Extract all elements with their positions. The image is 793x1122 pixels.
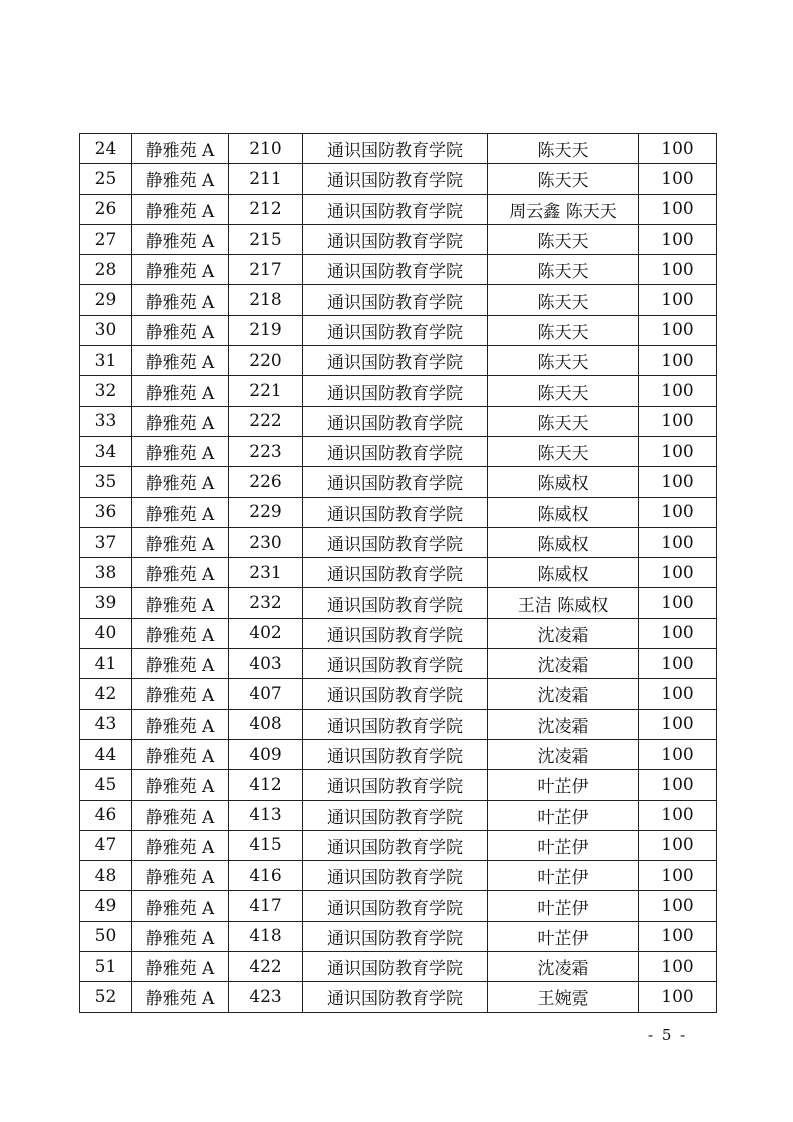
- room-number-cell: 417: [229, 891, 303, 921]
- score-cell: 100: [639, 406, 717, 436]
- college-cell: 通识国防教育学院: [303, 861, 488, 891]
- score-cell: 100: [639, 346, 717, 376]
- row-index-cell: 31: [80, 346, 132, 376]
- college-cell: 通识国防教育学院: [303, 436, 488, 466]
- room-number-cell: 403: [229, 649, 303, 679]
- college-cell: 通识国防教育学院: [303, 406, 488, 436]
- building-cell: 静雅苑 A: [132, 739, 229, 769]
- table-row: [80, 436, 717, 466]
- building-cell: 静雅苑 A: [132, 194, 229, 224]
- score-cell: 100: [639, 588, 717, 618]
- score-cell: 100: [639, 224, 717, 254]
- building-cell: 静雅苑 A: [132, 618, 229, 648]
- score-cell: 100: [639, 255, 717, 285]
- room-number-cell: 413: [229, 800, 303, 830]
- score-cell: 100: [639, 194, 717, 224]
- room-number-cell: 409: [229, 739, 303, 769]
- row-index-cell: 44: [80, 739, 132, 769]
- inspector-name-cell: 陈威权: [488, 467, 639, 497]
- score-cell: 100: [639, 164, 717, 194]
- inspector-name-cell: 陈威权: [488, 497, 639, 527]
- row-index-cell: 35: [80, 467, 132, 497]
- score-cell: 100: [639, 921, 717, 951]
- score-cell: 100: [639, 558, 717, 588]
- building-cell: 静雅苑 A: [132, 830, 229, 860]
- building-cell: 静雅苑 A: [132, 224, 229, 254]
- score-cell: 100: [639, 436, 717, 466]
- dormitory-score-table: [79, 133, 717, 1013]
- score-cell: 100: [639, 618, 717, 648]
- score-cell: 100: [639, 709, 717, 739]
- college-cell: 通识国防教育学院: [303, 679, 488, 709]
- score-cell: 100: [639, 830, 717, 860]
- inspector-name-cell: 叶芷伊: [488, 891, 639, 921]
- table-row: [80, 558, 717, 588]
- table-row: [80, 346, 717, 376]
- row-index-cell: 50: [80, 921, 132, 951]
- inspector-name-cell: 陈天天: [488, 315, 639, 345]
- college-cell: 通识国防教育学院: [303, 527, 488, 557]
- score-cell: 100: [639, 527, 717, 557]
- room-number-cell: 422: [229, 952, 303, 982]
- row-index-cell: 42: [80, 679, 132, 709]
- table-row: [80, 285, 717, 315]
- building-cell: 静雅苑 A: [132, 770, 229, 800]
- row-index-cell: 41: [80, 649, 132, 679]
- inspector-name-cell: 陈天天: [488, 436, 639, 466]
- table-row: [80, 376, 717, 406]
- building-cell: 静雅苑 A: [132, 861, 229, 891]
- college-cell: 通识国防教育学院: [303, 800, 488, 830]
- room-number-cell: 215: [229, 224, 303, 254]
- college-cell: 通识国防教育学院: [303, 224, 488, 254]
- score-cell: 100: [639, 376, 717, 406]
- room-number-cell: 412: [229, 770, 303, 800]
- inspector-name-cell: 沈凌霜: [488, 709, 639, 739]
- room-number-cell: 217: [229, 255, 303, 285]
- score-cell: 100: [639, 285, 717, 315]
- table-row: [80, 709, 717, 739]
- building-cell: 静雅苑 A: [132, 891, 229, 921]
- room-number-cell: 407: [229, 679, 303, 709]
- table-row: [80, 527, 717, 557]
- college-cell: 通识国防教育学院: [303, 255, 488, 285]
- table-row: [80, 618, 717, 648]
- table-row: [80, 649, 717, 679]
- table-row: [80, 952, 717, 982]
- building-cell: 静雅苑 A: [132, 436, 229, 466]
- score-cell: 100: [639, 497, 717, 527]
- table-row: [80, 194, 717, 224]
- row-index-cell: 26: [80, 194, 132, 224]
- college-cell: 通识国防教育学院: [303, 315, 488, 345]
- building-cell: 静雅苑 A: [132, 558, 229, 588]
- row-index-cell: 52: [80, 982, 132, 1012]
- row-index-cell: 25: [80, 164, 132, 194]
- building-cell: 静雅苑 A: [132, 921, 229, 951]
- room-number-cell: 221: [229, 376, 303, 406]
- inspector-name-cell: 王婉霓: [488, 982, 639, 1012]
- table-body: [80, 134, 717, 1013]
- inspector-name-cell: 陈天天: [488, 224, 639, 254]
- building-cell: 静雅苑 A: [132, 709, 229, 739]
- table-row: [80, 406, 717, 436]
- table-row: [80, 255, 717, 285]
- score-cell: 100: [639, 739, 717, 769]
- inspector-name-cell: 陈天天: [488, 164, 639, 194]
- college-cell: 通识国防教育学院: [303, 739, 488, 769]
- room-number-cell: 219: [229, 315, 303, 345]
- building-cell: 静雅苑 A: [132, 164, 229, 194]
- row-index-cell: 43: [80, 709, 132, 739]
- table-row: [80, 224, 717, 254]
- inspector-name-cell: 陈天天: [488, 285, 639, 315]
- inspector-name-cell: 叶芷伊: [488, 921, 639, 951]
- inspector-name-cell: 沈凌霜: [488, 618, 639, 648]
- table-row: [80, 497, 717, 527]
- building-cell: 静雅苑 A: [132, 285, 229, 315]
- college-cell: 通识国防教育学院: [303, 588, 488, 618]
- building-cell: 静雅苑 A: [132, 255, 229, 285]
- inspector-name-cell: 陈威权: [488, 558, 639, 588]
- row-index-cell: 40: [80, 618, 132, 648]
- score-cell: 100: [639, 315, 717, 345]
- row-index-cell: 39: [80, 588, 132, 618]
- score-cell: 100: [639, 982, 717, 1012]
- row-index-cell: 51: [80, 952, 132, 982]
- room-number-cell: 218: [229, 285, 303, 315]
- building-cell: 静雅苑 A: [132, 527, 229, 557]
- room-number-cell: 230: [229, 527, 303, 557]
- room-number-cell: 415: [229, 830, 303, 860]
- college-cell: 通识国防教育学院: [303, 921, 488, 951]
- row-index-cell: 37: [80, 527, 132, 557]
- college-cell: 通识国防教育学院: [303, 770, 488, 800]
- row-index-cell: 30: [80, 315, 132, 345]
- college-cell: 通识国防教育学院: [303, 558, 488, 588]
- college-cell: 通识国防教育学院: [303, 467, 488, 497]
- college-cell: 通识国防教育学院: [303, 952, 488, 982]
- room-number-cell: 416: [229, 861, 303, 891]
- building-cell: 静雅苑 A: [132, 346, 229, 376]
- room-number-cell: 220: [229, 346, 303, 376]
- college-cell: 通识国防教育学院: [303, 830, 488, 860]
- table-row: [80, 861, 717, 891]
- room-number-cell: 231: [229, 558, 303, 588]
- inspector-name-cell: 叶芷伊: [488, 770, 639, 800]
- table-row: [80, 982, 717, 1012]
- row-index-cell: 29: [80, 285, 132, 315]
- score-cell: 100: [639, 952, 717, 982]
- college-cell: 通识国防教育学院: [303, 134, 488, 164]
- room-number-cell: 423: [229, 982, 303, 1012]
- table-row: [80, 770, 717, 800]
- inspector-name-cell: 陈天天: [488, 134, 639, 164]
- row-index-cell: 32: [80, 376, 132, 406]
- inspector-name-cell: 陈天天: [488, 406, 639, 436]
- score-cell: 100: [639, 467, 717, 497]
- college-cell: 通识国防教育学院: [303, 497, 488, 527]
- table-row: [80, 164, 717, 194]
- page-number: - 5 -: [648, 1026, 688, 1044]
- table-row: [80, 679, 717, 709]
- inspector-name-cell: 沈凌霜: [488, 739, 639, 769]
- college-cell: 通识国防教育学院: [303, 285, 488, 315]
- room-number-cell: 223: [229, 436, 303, 466]
- inspector-name-cell: 周云鑫 陈天天: [488, 194, 639, 224]
- inspector-name-cell: 陈天天: [488, 346, 639, 376]
- college-cell: 通识国防教育学院: [303, 649, 488, 679]
- building-cell: 静雅苑 A: [132, 376, 229, 406]
- college-cell: 通识国防教育学院: [303, 982, 488, 1012]
- inspector-name-cell: 陈天天: [488, 376, 639, 406]
- table-row: [80, 315, 717, 345]
- room-number-cell: 226: [229, 467, 303, 497]
- table-row: [80, 830, 717, 860]
- inspector-name-cell: 陈天天: [488, 255, 639, 285]
- building-cell: 静雅苑 A: [132, 134, 229, 164]
- row-index-cell: 24: [80, 134, 132, 164]
- room-number-cell: 232: [229, 588, 303, 618]
- row-index-cell: 34: [80, 436, 132, 466]
- inspector-name-cell: 叶芷伊: [488, 830, 639, 860]
- table-row: [80, 921, 717, 951]
- room-number-cell: 402: [229, 618, 303, 648]
- room-number-cell: 222: [229, 406, 303, 436]
- room-number-cell: 229: [229, 497, 303, 527]
- row-index-cell: 47: [80, 830, 132, 860]
- score-cell: 100: [639, 861, 717, 891]
- row-index-cell: 36: [80, 497, 132, 527]
- building-cell: 静雅苑 A: [132, 406, 229, 436]
- row-index-cell: 38: [80, 558, 132, 588]
- building-cell: 静雅苑 A: [132, 467, 229, 497]
- building-cell: 静雅苑 A: [132, 800, 229, 830]
- row-index-cell: 27: [80, 224, 132, 254]
- room-number-cell: 212: [229, 194, 303, 224]
- row-index-cell: 49: [80, 891, 132, 921]
- building-cell: 静雅苑 A: [132, 649, 229, 679]
- score-cell: 100: [639, 679, 717, 709]
- college-cell: 通识国防教育学院: [303, 346, 488, 376]
- room-number-cell: 418: [229, 921, 303, 951]
- table-row: [80, 800, 717, 830]
- room-number-cell: 210: [229, 134, 303, 164]
- inspector-name-cell: 叶芷伊: [488, 800, 639, 830]
- score-cell: 100: [639, 891, 717, 921]
- college-cell: 通识国防教育学院: [303, 194, 488, 224]
- score-cell: 100: [639, 134, 717, 164]
- building-cell: 静雅苑 A: [132, 588, 229, 618]
- college-cell: 通识国防教育学院: [303, 709, 488, 739]
- room-number-cell: 408: [229, 709, 303, 739]
- building-cell: 静雅苑 A: [132, 497, 229, 527]
- inspector-name-cell: 陈威权: [488, 527, 639, 557]
- table-row: [80, 134, 717, 164]
- inspector-name-cell: 沈凌霜: [488, 679, 639, 709]
- building-cell: 静雅苑 A: [132, 982, 229, 1012]
- building-cell: 静雅苑 A: [132, 679, 229, 709]
- table-row: [80, 739, 717, 769]
- room-number-cell: 211: [229, 164, 303, 194]
- row-index-cell: 33: [80, 406, 132, 436]
- inspector-name-cell: 沈凌霜: [488, 952, 639, 982]
- row-index-cell: 48: [80, 861, 132, 891]
- building-cell: 静雅苑 A: [132, 315, 229, 345]
- inspector-name-cell: 沈凌霜: [488, 649, 639, 679]
- college-cell: 通识国防教育学院: [303, 376, 488, 406]
- college-cell: 通识国防教育学院: [303, 618, 488, 648]
- score-cell: 100: [639, 800, 717, 830]
- inspector-name-cell: 叶芷伊: [488, 861, 639, 891]
- college-cell: 通识国防教育学院: [303, 891, 488, 921]
- row-index-cell: 45: [80, 770, 132, 800]
- table-row: [80, 891, 717, 921]
- table-row: [80, 467, 717, 497]
- row-index-cell: 28: [80, 255, 132, 285]
- score-cell: 100: [639, 770, 717, 800]
- inspector-name-cell: 王洁 陈威权: [488, 588, 639, 618]
- table-row: [80, 588, 717, 618]
- row-index-cell: 46: [80, 800, 132, 830]
- building-cell: 静雅苑 A: [132, 952, 229, 982]
- score-cell: 100: [639, 649, 717, 679]
- college-cell: 通识国防教育学院: [303, 164, 488, 194]
